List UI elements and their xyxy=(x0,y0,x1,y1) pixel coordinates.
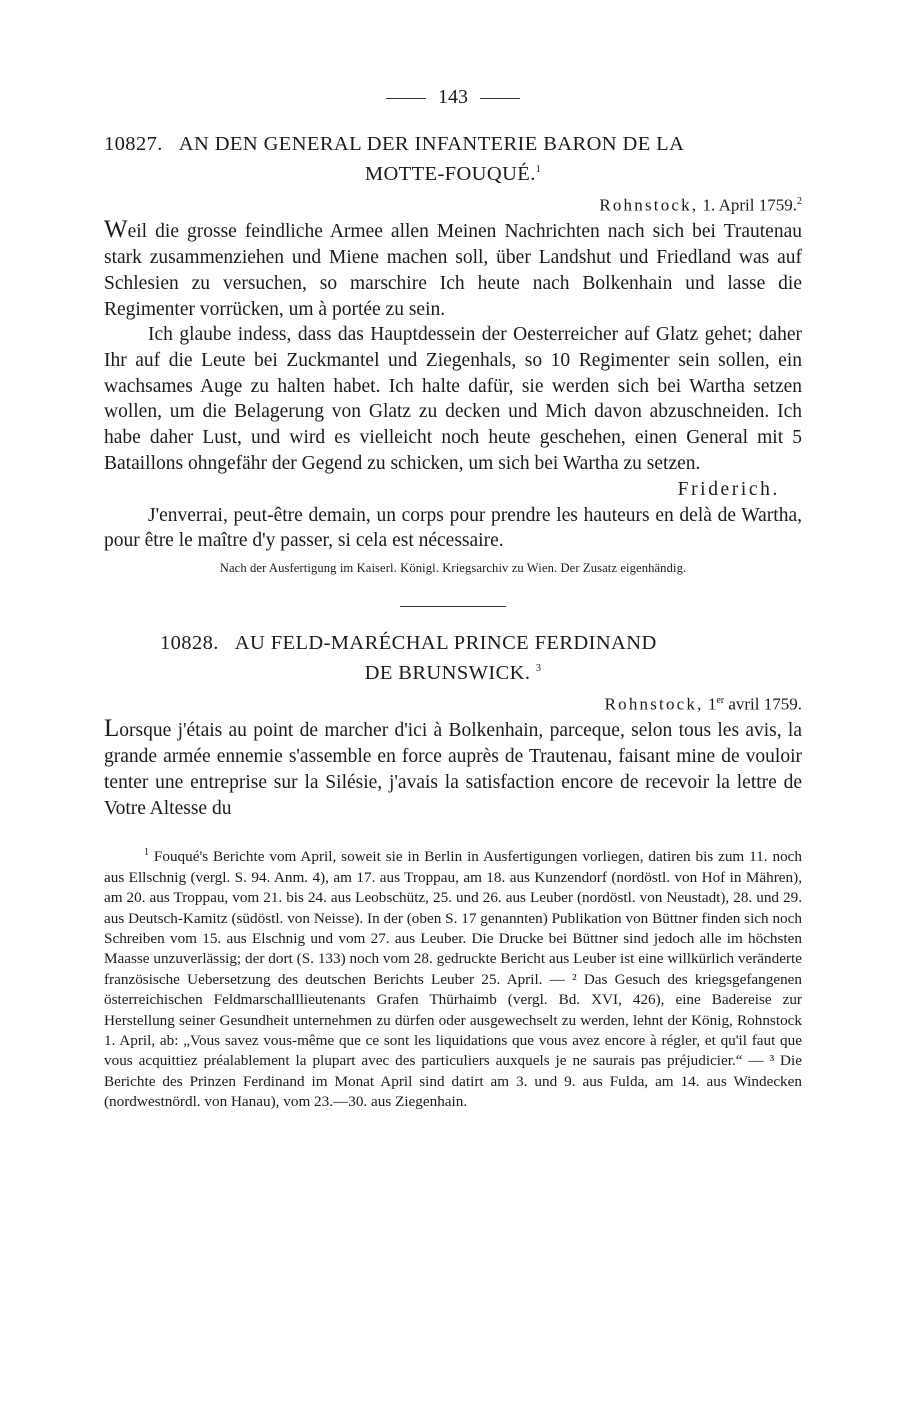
letter-10827-body xyxy=(104,217,802,553)
letter-10828-initial: L xyxy=(104,715,120,743)
page-number-dash-right xyxy=(480,98,520,99)
letter-10828-date: avril 1759. xyxy=(728,694,802,714)
letter-10827-heading-line1 xyxy=(104,132,802,157)
footnote-ref-1: 1 xyxy=(535,164,542,175)
letter-10827-number: 10827. xyxy=(104,133,163,155)
page-number-text: 143 xyxy=(438,86,468,108)
footnotes xyxy=(104,843,802,1112)
letter-10827-initial: W xyxy=(104,216,128,244)
letter-10828-heading xyxy=(104,631,802,686)
section-divider xyxy=(400,606,506,607)
footnote-ref-3: 3 xyxy=(535,662,542,674)
letter-10827-paragraph-1 xyxy=(104,217,802,322)
letter-10827-place: Rohnstock, xyxy=(599,195,699,215)
letter-10828-recipient-line1: AU FELD-MARÉCHAL PRINCE FERDINAND xyxy=(234,631,657,654)
letter-10828-heading-line2 xyxy=(104,656,802,686)
letter-10827-dateline xyxy=(104,190,802,218)
letter-10827-source-note: Nach der Ausfertigung im Kaiserl. Königl. Kriegsarchiv zu Wien. Der Zusatz eigenhändig. xyxy=(219,560,687,575)
letter-10828-paragraph-1 xyxy=(104,716,802,821)
letter-10828-recipient-line2: DE BRUNSWICK. xyxy=(364,661,531,684)
letter-10827-heading xyxy=(104,132,802,187)
letter-10828-paragraph-1-text: orsque j'étais au point de marcher d'ici à Bolkenhain, parceque, selon tous les avis, la grande armée ennemie s'assemble en force auprès de Trautenau, faisant mine de vouloir tenter une entreprise sur la Silésie, j'avais la satisfaction encore de recevoir la lettre de Votre Altesse du xyxy=(104,720,802,819)
letter-10827-postscript: J'enverrai, peut-être demain, un corps pour prendre les hauteurs en delà de Wartha, pour être le maître d'y passer, si cela est nécessaire. xyxy=(104,504,802,552)
letter-10827-date: 1. April 1759. xyxy=(702,195,797,215)
letter-10827-heading-line2 xyxy=(104,157,802,187)
letter-10827-paragraph-1-text: eil die grosse feindliche Armee allen Meinen Nachrichten nach sich bei Trautenau stark zusammenziehen und Miene machen soll, über Landshut und Friedland was auf Schlesien zu versuchen, so marschire Ich heute nach Bolkenhain und lasse die Regimenter vorrücken, um à portée zu sein. xyxy=(104,221,802,320)
letter-10828-body xyxy=(104,716,802,821)
page-number xyxy=(104,82,802,112)
footnote-block xyxy=(104,843,802,1112)
letter-10828-day-suffix: er xyxy=(716,694,725,706)
letter-10827-recipient-line1: AN DEN GENERAL DER INFANTERIE BARON DE LA xyxy=(178,133,685,155)
page-number-dash-left xyxy=(386,98,426,99)
letter-10828-heading-line1 xyxy=(104,631,802,656)
letter-10828-place: Rohnstock, xyxy=(604,694,704,714)
footnote-text: Fouqué's Berichte vom April, soweit sie in Berlin in Ausfertigungen vorliegen, datiren bis zum 11. noch aus Ellschnig (vergl. S. 94. Anm. 4), am 17. aus Troppau, am 18. aus Kunzendorf (nordöstl. von Hof in Mähren), am 20. aus Troppau, vom 21. bis 24. aus Leobschütz, 25. und 26. aus Leuber (nordöstl. von Neustadt), 28. und 29. aus Deutsch-Kamitz (südöstl. von Neisse). In der (oben S. 17 genannten) Publikation von Büttner finden sich noch Schreiben vom 15. aus Elschnig und vom 27. aus Leuber. Die Drucke bei Büttner sind jedoch alle im höchsten Maasse unzuverlässig; der dort (S. 133) noch vom 28. gedruckte Bericht aus Leuber ist eine willkürlich veränderte französische Uebersetzung des deutschen Berichts Leuber 25. April. — ² Das Gesuch des kriegsgefangenen österreichischen Feldmarschalllieutenants Grafen Thürhaimb (vergl. Bd. XVI, 426), eine Badereise zur Herstellung seiner Gesundheit unternehmen zu dürfen oder ausgewechselt zu werden, lehnt der König, Rohnstock 1. April, ab: „Vous savez vous-même que ce sont les liquidations que vous avez encore à régler, et qu'il faut que vous acquittiez préalablement la plupart avec des particuliers auxquels je ne saurais pas préjudicier.“ — ³ Die Berichte des Prinzen Ferdinand im Monat April sind datirt am 3. und 9. aus Fulda, am 14. aus Windecken (nordwestnördl. von Hanau), vom 23.—30. aus Ziegenhain. xyxy=(104,848,802,1111)
letter-10827-recipient-line2: MOTTE-FOUQUÉ. xyxy=(364,162,536,185)
letter-10828-day: 1 xyxy=(707,694,717,714)
footnote-1-marker: 1 xyxy=(144,847,149,859)
letter-10828-number: 10828. xyxy=(160,631,219,654)
document-page xyxy=(104,82,802,1113)
letter-10827-paragraph-2: Ich glaube indess, dass das Hauptdessein der Oesterreicher auf Glatz gehet; daher Ihr auf die Leute bei Zuckmantel und Ziegenhals, so 10 Regimenter sein sollen, ein wachsames Auge zu halten habet. Ich halte dafür, sie werden sich bei Wartha setzen wollen, um die Belagerung von Glatz zu decken und Mich davon abzuschneiden. Ich habe daher Lust, und wird es vielleicht noch heute geschehen, einen General mit 5 Bataillons ohngefähr der Gegend zu schicken, um sich bei Wartha zu setzen. xyxy=(104,324,802,474)
letter-10827-signature: Friderich. xyxy=(677,478,780,500)
footnote-ref-2: 2 xyxy=(797,195,802,207)
letter-10828-dateline xyxy=(104,689,802,717)
